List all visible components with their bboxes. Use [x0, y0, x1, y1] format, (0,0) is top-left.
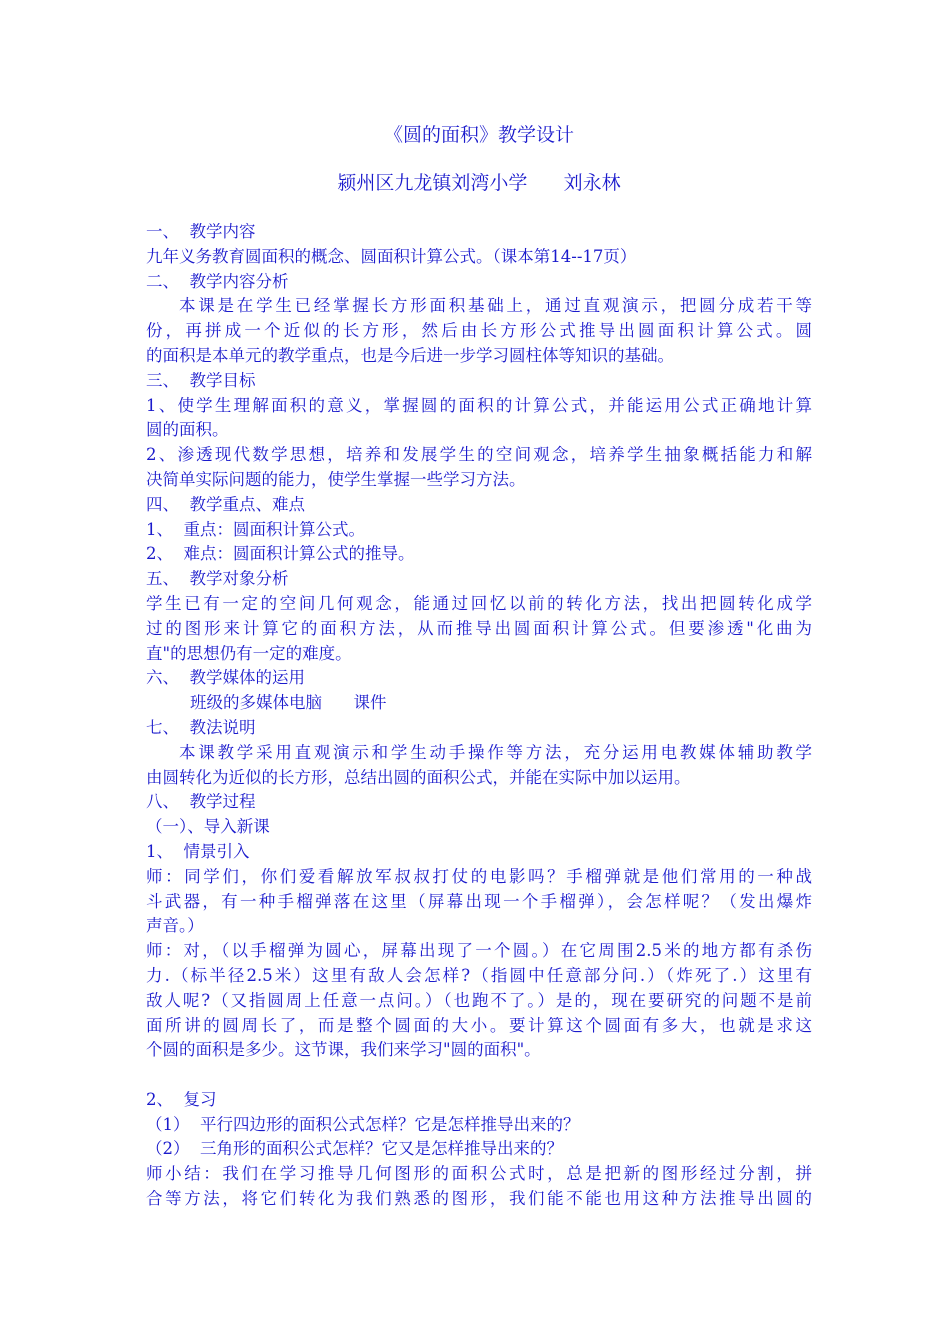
paragraph-line: 合等方法，将它们转化为我们熟悉的图形，我们能不能也用这种方法推导出圆的: [146, 1189, 812, 1209]
paragraph-line: 学生已有一定的空间几何观念，能通过回忆以前的转化方法，找出把圆转化成学: [146, 593, 812, 613]
section-heading: 三、 教学目标: [146, 370, 256, 390]
section-heading: 四、 教学重点、难点: [146, 494, 305, 514]
blank-line: [146, 1063, 812, 1088]
paragraph-line: 九年义务教育圆面积的概念、圆面积计算公式。（课本第14--17页）: [146, 246, 637, 266]
paragraph-line: 本课是在学生已经掌握长方形面积基础上，通过直观演示，把圆分成若干等: [179, 296, 812, 316]
paragraph-line: 过的图形来计算它的面积方法，从而推导出圆面积计算公式。但要渗透"化曲为: [146, 618, 812, 638]
paragraph-line: 面所讲的圆周长了，而是整个圆面的大小。要计算这个圆面有多大，也就是求这: [146, 1015, 812, 1035]
paragraph-line: （1） 平行四边形的面积公式怎样？它是怎样推导出来的？: [146, 1114, 580, 1134]
paragraph-line: 由圆转化为近似的长方形，总结出圆的面积公式，并能在实际中加以运用。: [146, 767, 691, 787]
document-title: 《圆的面积》教学设计: [383, 124, 574, 146]
paragraph-line: （2） 三角形的面积公式怎样？它又是怎样推导出来的？: [146, 1139, 563, 1159]
paragraph-line: 1、使学生理解面积的意义，掌握圆的面积的计算公式，并能运用公式正确地计算: [146, 395, 812, 415]
paragraph-line: 力.（标半径2.5米）这里有敌人会怎样?（指圆中任意部分问.）（炸死了.）这里有: [146, 965, 812, 985]
document-page: [146, 120, 812, 1212]
subsection-heading: 1、 情景引入: [146, 841, 250, 861]
paragraph-line: 声音。）: [146, 916, 204, 936]
section-heading: 六、 教学媒体的运用: [146, 668, 305, 688]
section-heading: 五、 教学对象分析: [146, 569, 289, 589]
paragraph-line: 个圆的面积是多少。这节课，我们来学习"圆的面积"。: [146, 1040, 541, 1060]
document-author: 颍州区九龙镇刘湾小学 刘永林: [337, 172, 621, 194]
paragraph-line: 斗武器，有一种手榴弹落在这里（屏幕出现一个手榴弹），会怎样呢？（发出爆炸: [146, 891, 812, 911]
paragraph-line: 本课教学采用直观演示和学生动手操作等方法，充分运用电教媒体辅助教学: [179, 742, 812, 762]
section-heading: 八、 教学过程: [146, 792, 256, 812]
paragraph-line: 班级的多媒体电脑 课件: [190, 693, 387, 713]
paragraph-line: 2、 难点：圆面积计算公式的推导。: [146, 544, 415, 564]
paragraph-line: 师：对，（以手榴弹为圆心，屏幕出现了一个圆。）在它周围2.5米的地方都有杀伤: [146, 941, 812, 961]
paragraph-line: 1、 重点：圆面积计算公式。: [146, 519, 365, 539]
paragraph-line: 师：同学们，你们爱看解放军叔叔打仗的电影吗？手榴弹就是他们常用的一种战: [146, 866, 812, 886]
document-body: [146, 220, 812, 1212]
section-heading: 七、 教法说明: [146, 717, 256, 737]
subsection-heading: （一）、导入新课: [146, 817, 270, 837]
section-heading: 一、 教学内容: [146, 222, 256, 241]
section-heading: 二、 教学内容分析: [146, 271, 289, 291]
paragraph-line: 2、渗透现代数学思想，培养和发展学生的空间观念，培养学生抽象概括能力和解: [146, 445, 812, 465]
paragraph-line: 圆的面积。: [146, 420, 229, 440]
paragraph-line: 直"的思想仍有一定的难度。: [146, 643, 352, 663]
paragraph-line: 师小结：我们在学习推导几何图形的面积公式时，总是把新的图形经过分割，拼: [146, 1164, 812, 1184]
paragraph-line: 份，再拼成一个近似的长方形，然后由长方形公式推导出圆面积计算公式。圆: [146, 321, 812, 341]
paragraph-line: 敌人呢?（又指圆周上任意一点问。）（也跑不了。）是的，现在要研究的问题不是前: [146, 990, 812, 1010]
paragraph-line: 决简单实际问题的能力，使学生掌握一些学习方法。: [146, 469, 526, 489]
paragraph-line: 的面积是本单元的教学重点，也是今后进一步学习圆柱体等知识的基础。: [146, 345, 674, 365]
subsection-heading: 2、 复习: [146, 1089, 217, 1109]
